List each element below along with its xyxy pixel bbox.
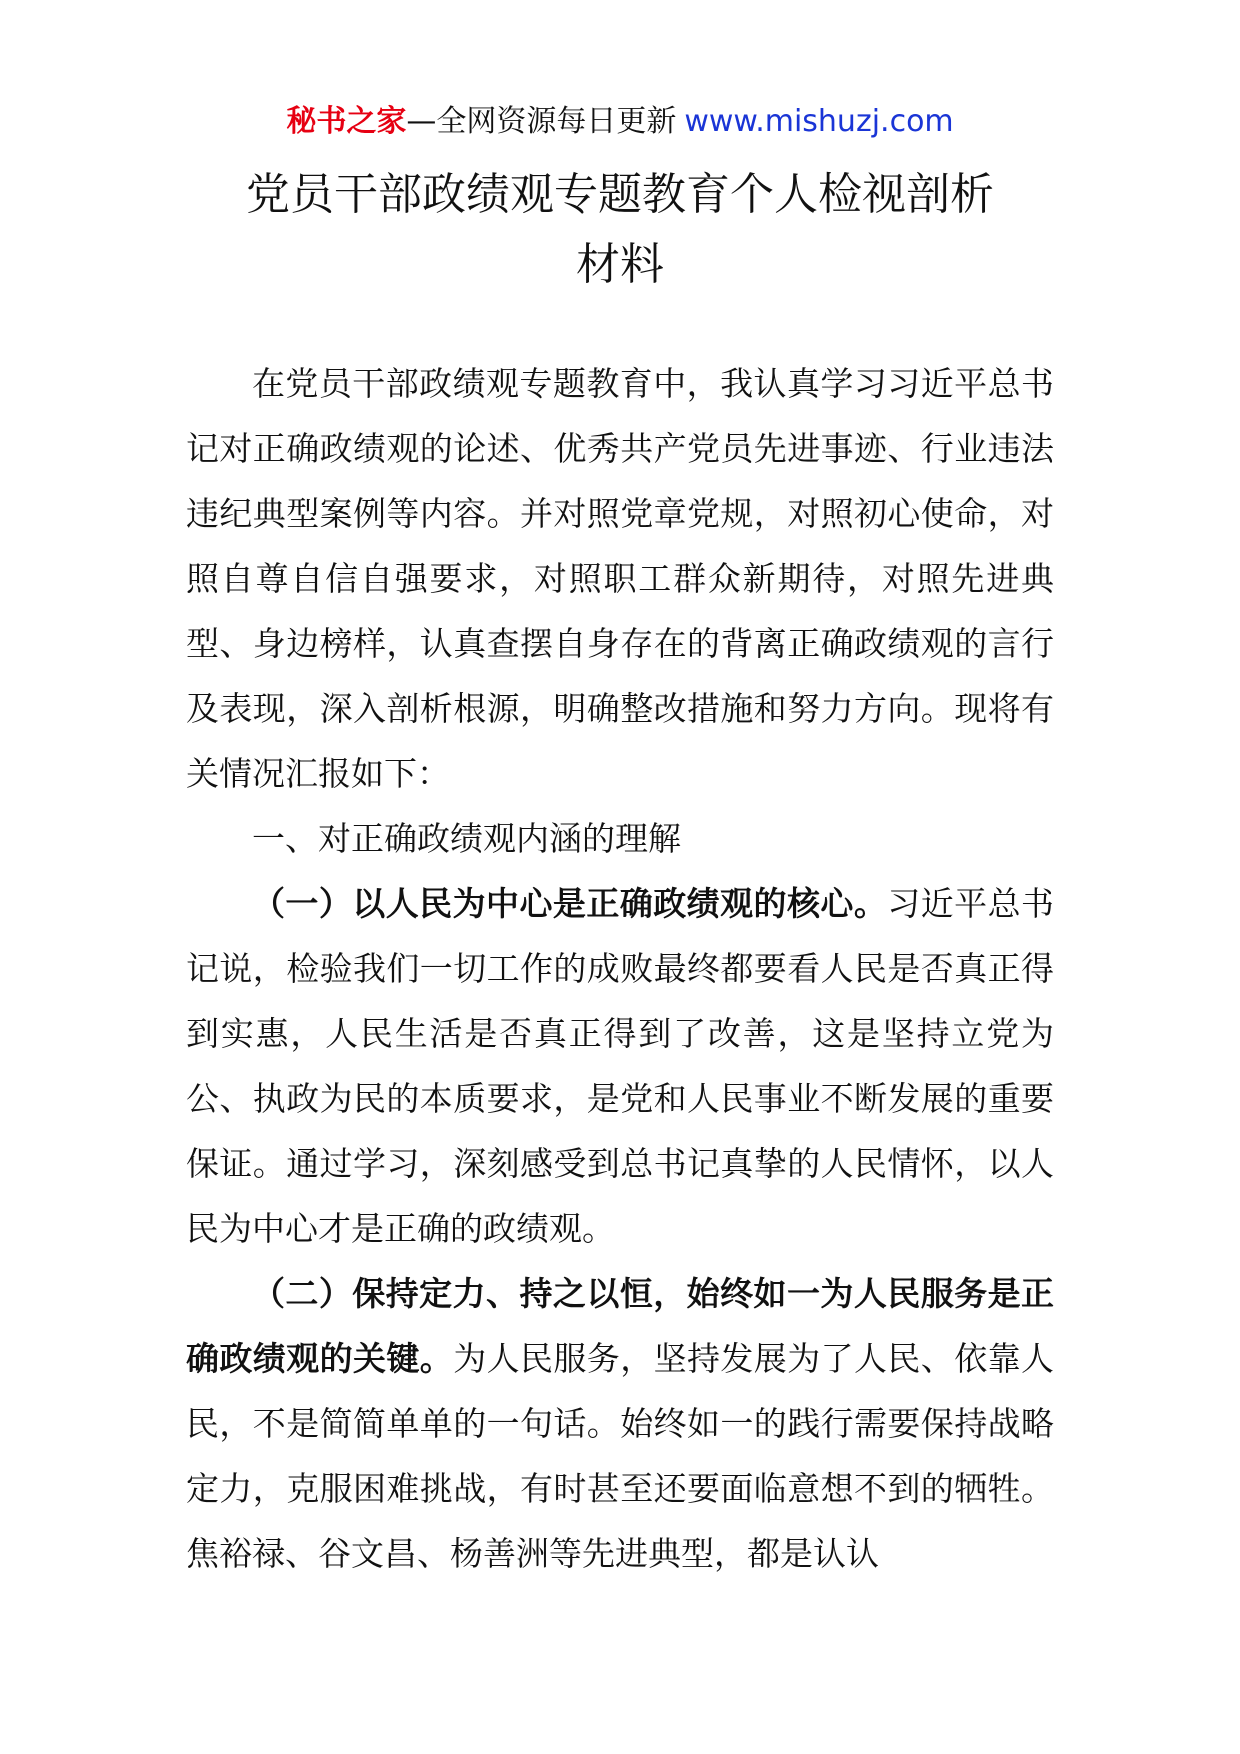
section-heading-text: 一、对正确政绩观内涵的理解 xyxy=(252,819,681,858)
document-title xyxy=(0,160,1240,300)
subsection-paragraph-2 xyxy=(186,1261,1054,1586)
subsection-1-heading: （一）以人民为中心是正确政绩观的核心。 xyxy=(252,884,888,923)
subsection-2-text: 为人民服务，坚持发展为了人民、依靠人民，不是简简单单的一句话。始终如一的践行需要保持战略定力，克服困难挑战，有时甚至还要面临意想不到的牺牲。焦裕禄、谷文昌、杨善洲等先进典型，都是认认 xyxy=(186,1339,1055,1573)
header-tagline: —全网资源每日更新 xyxy=(406,104,677,139)
intro-text: 在党员干部政绩观专题教育中，我认真学习习近平总书记对正确政绩观的论述、优秀共产党员先进事迹、行业违法违纪典型案例等内容。并对照党章党规，对照初心使命，对照自尊自信自强要求，对照职工群众新期待，对照先进典型、身边榜样，认真查摆自身存在的背离正确政绩观的言行及表现，深入剖析根源，明确整改措施和努力方向。现将有关情况汇报如下： xyxy=(186,364,1054,793)
document-body xyxy=(186,351,1054,1586)
site-url-link[interactable]: www.mishuzj.com xyxy=(684,104,954,139)
title-line-2: 材料 xyxy=(576,239,664,290)
intro-paragraph xyxy=(186,351,1054,806)
subsection-1-text: 习近平总书记说，检验我们一切工作的成败最终都要看人民是否真正得到实惠，人民生活是否真正得到了改善，这是坚持立党为公、执政为民的本质要求，是党和人民事业不断发展的重要保证。通过学习，深刻感受到总书记真挚的人民情怀，以人民为中心才是正确的政绩观。 xyxy=(186,884,1055,1248)
title-line-1: 党员干部政绩观专题教育个人检视剖析 xyxy=(246,169,994,220)
brand-name: 秘书之家 xyxy=(286,104,407,139)
subsection-2-heading: （二）保持定力、持之以恒，始终如一为人民服务是正确政绩观的关键。 xyxy=(186,1274,1054,1378)
section-heading xyxy=(186,806,1054,871)
site-header xyxy=(0,102,1240,142)
subsection-paragraph-1 xyxy=(186,871,1054,1261)
